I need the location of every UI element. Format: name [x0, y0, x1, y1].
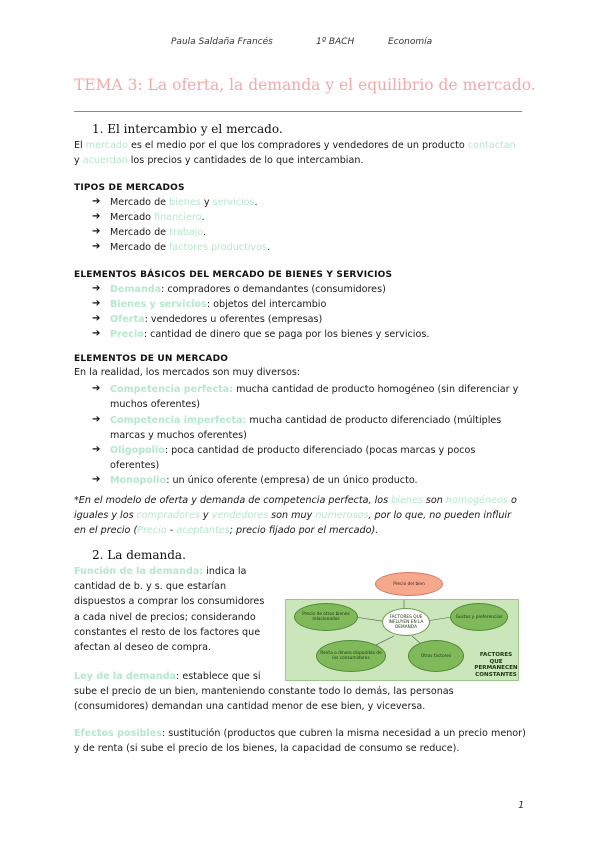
- list-item: Oferta: vendedores u oferentes (empresas): [110, 314, 323, 325]
- elementos-intro: En la realidad, los mercados son muy diversos:: [74, 367, 301, 378]
- list-item: Mercado de factores productivos.: [110, 242, 271, 253]
- arrow-icon: ➔: [92, 474, 101, 485]
- list-item: Demanda: compradores o demandantes (consumidores): [110, 284, 386, 295]
- list-item: Mercado de bienes y servicios.: [110, 197, 258, 208]
- ley-demanda: Ley de la demanda: establece que si sube el precio de un bien, manteniendo constante todo lo demás, las personas (consumidores) demandan una cantidad menor de ese bien, y viceversa.: [74, 671, 454, 713]
- arrow-icon: ➔: [92, 298, 101, 309]
- arrow-icon: ➔: [92, 226, 101, 237]
- list-item: Mercado financiero.: [110, 212, 205, 223]
- list-item: Precio: cantidad de dinero que se paga por los bienes y servicios.: [110, 329, 430, 340]
- node-otros-factores: Otros factores: [408, 640, 464, 672]
- list-item: Competencia imperfecta: mucha cantidad de producto diferenciado (múltiples marcas y muchos oferentes): [110, 415, 502, 442]
- arrow-icon: ➔: [92, 241, 101, 252]
- arrow-icon: ➔: [92, 211, 101, 222]
- efectos-posibles: Efectos posibles: sustitución (productos que cubren la misma necesidad a un precio menor) y de renta (si sube el precio de los bienes, la capacidad de consumo se reduce).: [74, 728, 526, 755]
- header-subject: Economía: [388, 37, 433, 47]
- title-rule: [74, 111, 522, 112]
- node-precio-otros-bienes: Precio de otros bienes relacionados: [294, 603, 358, 631]
- node-renta: Renta o dinero disponible de los consumidores: [316, 640, 386, 672]
- node-factores-centro: FACTORES QUE INFLUYEN EN LA DEMANDA: [382, 608, 430, 636]
- list-item: Bienes y servicios: objetos del intercambio: [110, 299, 327, 310]
- list-item: Competencia perfecta: mucha cantidad de producto homogéneo (sin diferenciar y muchos oferentes): [110, 384, 519, 411]
- competencia-note: *En el modelo de oferta y demanda de competencia perfecta, los bienes son homogéneos o iguales y los compradores y vendedores son muy numerosos, por lo que, no pueden influir en el precio (Precio - aceptantes; precio fijado por el mercado).: [74, 495, 517, 537]
- keyword: contactan: [467, 140, 516, 151]
- section1-intro: El mercado es el medio por el que los compradores y vendedores de un producto contactan y acuerdan los precios y cantidades de lo que intercambian.: [74, 140, 516, 167]
- section1-heading: 1. El intercambio y el mercado.: [92, 122, 283, 136]
- funcion-demanda: Función de la demanda: indica la cantidad de b. y s. que estarían dispuestos a comprar los consumidores a cada nivel de precios; considerando constantes el resto de los factores que afectan al deseo de compra.: [74, 566, 265, 654]
- arrow-icon: ➔: [92, 444, 101, 455]
- constantes-label: FACTORES QUE PERMANECEN CONSTANTES: [474, 652, 518, 678]
- arrow-icon: ➔: [92, 383, 101, 394]
- arrow-icon: ➔: [92, 313, 101, 324]
- arrow-icon: ➔: [92, 414, 101, 425]
- tipos-title: TIPOS DE MERCADOS: [74, 183, 185, 193]
- arrow-icon: ➔: [92, 196, 101, 207]
- arrow-icon: ➔: [92, 283, 101, 294]
- header-course: 1º BACH: [316, 37, 355, 47]
- document-title: TEMA 3: La oferta, la demanda y el equilibrio de mercado.: [74, 76, 536, 94]
- node-precio-bien: Precio del bien: [375, 572, 443, 596]
- node-gustos: Gustos y preferencias: [450, 603, 508, 631]
- elementos-title: ELEMENTOS DE UN MERCADO: [74, 354, 229, 364]
- keyword: acuerdan: [82, 155, 128, 167]
- keyword: mercado: [85, 140, 128, 151]
- list-item: Monopolio: un único oferente (empresa) de un único producto.: [110, 475, 418, 486]
- arrow-icon: ➔: [92, 328, 101, 339]
- list-item: Oligopolio: poca cantidad de producto diferenciado (pocas marcas y pocos oferentes): [110, 445, 476, 472]
- list-item: Mercado de trabajo.: [110, 227, 207, 238]
- page-number: 1: [518, 800, 525, 811]
- section2-heading: 2. La demanda.: [92, 548, 186, 562]
- basicos-title: ELEMENTOS BÁSICOS DEL MERCADO DE BIENES Y SERVICIOS: [74, 270, 393, 280]
- header-author: Paula Saldaña Francés: [171, 37, 273, 47]
